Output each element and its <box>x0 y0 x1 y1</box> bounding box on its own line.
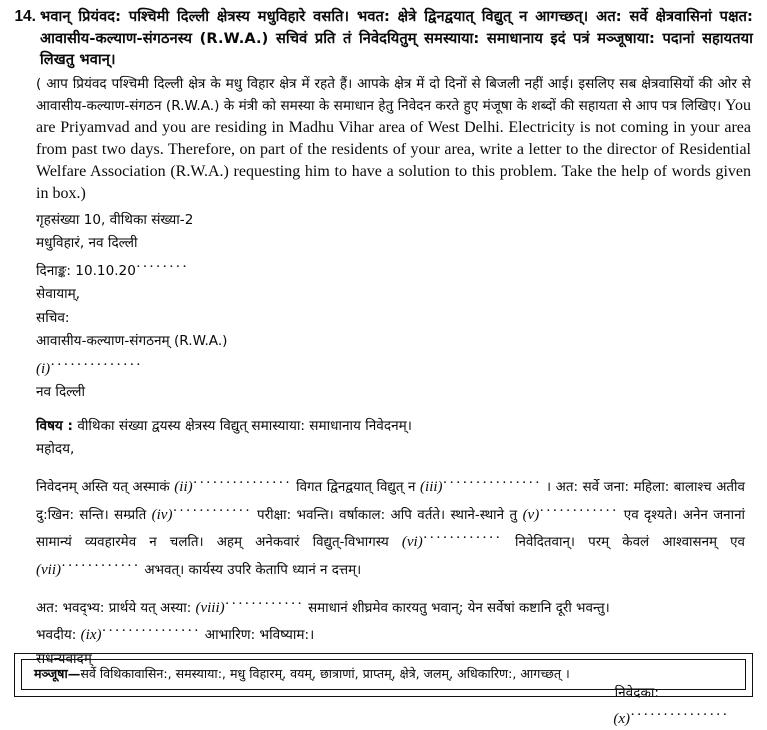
hindi-translation: ( आप प्रियंवद पश्चिमी दिल्ली क्षेत्र के मधु विहार क्षेत्र में रहते हैं। आपके क्षेत्र में दो दिनों से बिजली नहीं आई। इसलिए सब क्षेत्रवासियों की ओर से आवासीय-कल्याण-संगठन (R.W.A.) के मंत्री को समस्या के समाधान हेतु निवेदन करते हुए मंजूषा के शब्दों की सहायता से आप पत्र लिखिए। <box>36 75 751 114</box>
sanskrit-prompt: भवान् प्रियंवद: पश्चिमी दिल्ली क्षेत्रस्य मधुविहारे वसति। भवत: क्षेत्रे द्विनद्वयात् विद्युत् न आगच्छत्। अत: सर्वे क्षेत्रवासिनां पक्षत: आवासीय-कल्याण-संगठनस्य (R.W.A.) सचिवं प्रति तं निवेदयितुम् समस्याया: समाधानाय इदं पत्रं मञ्जूषाया: पदानां सहायतया लिखतु भवान्। <box>40 8 753 68</box>
body-part-5: एव दृश्यते। अनेन जनानां सामान्यं व्यवहारमेव न चलति। अहम् अनेकवारं विद्युत्-विभागस्य <box>36 507 745 551</box>
subject-label: विषय : <box>36 417 73 434</box>
question-number: 14. <box>14 8 36 25</box>
blank-vii-label: (vii) <box>36 562 61 579</box>
body-part-1: निवेदनम् अस्ति यत् अस्माकं <box>36 480 170 496</box>
blank-v-label: (v) <box>522 506 540 523</box>
letter-address-line1: गृहसंख्या 10, वीथिका संख्या-2 <box>36 211 194 228</box>
letter-subject-line <box>36 415 751 439</box>
manjusha-outer-border <box>14 653 753 697</box>
blank-v-dots: ············ <box>539 502 619 519</box>
body-part-3: । अत: सर्वे जना: महिला: बालाश्च अतीव दु:खिन: सन्ति। सम्प्रति <box>36 480 745 523</box>
blank-viii-dots: ············ <box>224 595 304 612</box>
letter-body <box>0 205 767 730</box>
body-part-6: निवेदितवान्। परम् केवलं आश्वासनम् एव <box>514 535 745 551</box>
letter-date-line <box>36 256 751 284</box>
blank-ii-dots: ··············· <box>192 474 292 491</box>
body-part-7: अभवत्। कार्यस्य उपरि केतापि ध्यानं न दत्तम्। <box>144 563 362 579</box>
blank-ii-label: (ii) <box>174 479 193 496</box>
spacer <box>36 405 751 415</box>
date-blank-dots: ········ <box>135 258 189 275</box>
subject-text: वीथिका संख्या द्वयस्य क्षेत्रस्य विद्युत् समास्याया: समाधानाय निवेदनम्। <box>77 417 412 434</box>
yours-label: भवदीय: <box>36 627 77 644</box>
yours-rest: आभारिण: भविष्याम:। <box>204 627 315 644</box>
letter-salutation: सेवायाम्, <box>36 286 81 303</box>
blank-iii-dots: ··············· <box>442 474 542 491</box>
blank-ix-dots: ··············· <box>101 623 201 640</box>
blank-ix-label: (ix) <box>80 627 102 644</box>
translation-paragraph <box>0 71 767 205</box>
blank-iv-dots: ············ <box>172 502 252 519</box>
manjusha-label: मञ्जूषा— <box>34 666 81 681</box>
blank-x-label: (x) <box>613 710 631 727</box>
english-translation: You are Priyamvad and you are residing in Madhu Vihar area of West Delhi. Electricity is not coming in your area from past two days. Therefore, on part of the residents of your area, write a letter to the director of Residential Welfare Association (R.W.A.) requesting him to have a solution to this problem. Take the help of words given in box.) <box>36 96 751 202</box>
manjusha-word-bank <box>14 653 753 697</box>
letter-blank-i <box>36 354 751 382</box>
spacer-3 <box>36 583 751 593</box>
blank-iii-label: (iii) <box>420 479 443 496</box>
request-part-2: समाधानं शीघ्रमेव कारयतु भवान्; येन सर्वेषां कष्टानि दूरी भवन्तु। <box>308 600 610 616</box>
body-part-2: विगत द्विनद्वयात् विद्युत् न <box>296 480 416 496</box>
blank-iv-label: (iv) <box>151 506 173 523</box>
blank-i-label: (i) <box>36 360 51 377</box>
blank-x-dots: ··············· <box>630 706 729 723</box>
question-body <box>40 6 753 71</box>
letter-recipient-city: नव दिल्ली <box>36 384 86 401</box>
blank-vi-dots: ············ <box>422 530 502 547</box>
letter-paragraph-1 <box>36 472 751 583</box>
blank-vii-dots: ············ <box>60 557 141 574</box>
body-part-4: परीक्षा: भवन्ति। वर्षाकाल: अपि वर्तते। स्थाने-स्थाने तु <box>257 507 518 523</box>
letter-thanks: सधन्यवादम् <box>36 651 92 667</box>
letter-greeting: महोदय, <box>36 441 75 458</box>
blank-i-dots: ·············· <box>50 356 143 373</box>
manjusha-content <box>34 665 737 683</box>
manjusha-words: सर्वे विथिकावासिन:, समस्याया:, मधु विहारम्, वयम्, छात्राणां, प्राप्तम्, क्षेत्रे, जलम्, अधिकारिण:, आगच्छत् । <box>80 666 570 681</box>
question-block <box>0 0 767 71</box>
letter-paragraph-2 <box>36 593 751 621</box>
blank-vi-label: (vi) <box>401 534 423 551</box>
manjusha-inner-border <box>21 659 746 690</box>
letter-blank-x <box>36 704 751 730</box>
letter-sender-label: निवेदका: <box>614 684 659 701</box>
letter-address-line2: मधुविहारं, नव दिल्ली <box>36 235 138 251</box>
letter-recipient-title: सचिव: <box>36 309 70 326</box>
letter-yours-line <box>36 620 751 648</box>
spacer-2 <box>36 462 751 472</box>
blank-viii-label: (viii) <box>195 599 225 616</box>
date-text: दिनाङ्क: 10.10.20 <box>36 262 136 279</box>
letter-recipient-org: आवासीय-कल्याण-संगठनम् (R.W.A.) <box>36 333 228 350</box>
request-part-1: अत: भवद्भ्य: प्रार्थये यत् अस्या: <box>36 600 192 616</box>
